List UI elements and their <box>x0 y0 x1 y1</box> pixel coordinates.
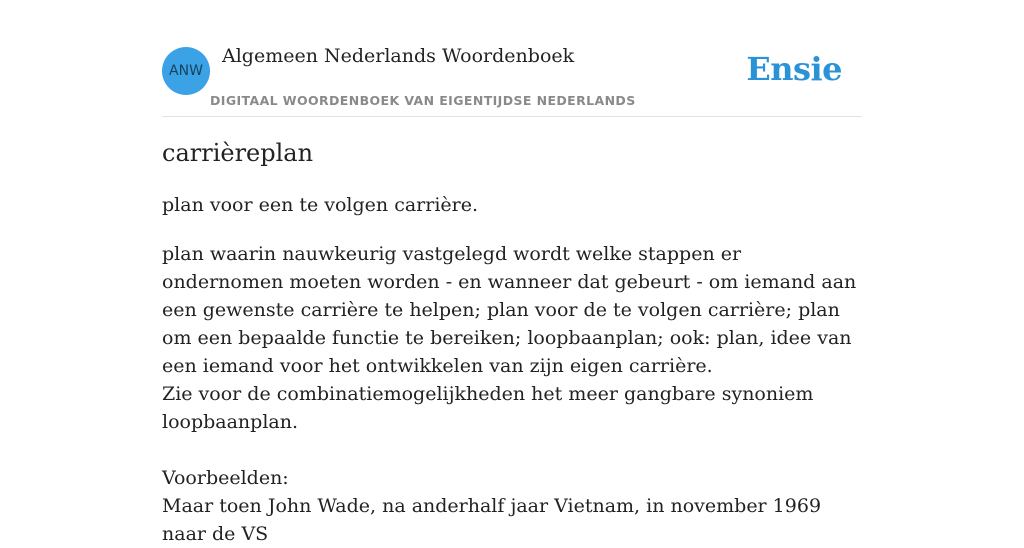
page <box>162 0 862 545</box>
spacer <box>162 436 862 464</box>
entry-note: Zie voor de combinatiemogelijkheden het meer gangbare synoniem loopbaanplan. <box>162 383 814 433</box>
entry-body <box>162 240 862 548</box>
site-title[interactable]: Algemeen Nederlands Woordenboek <box>222 45 575 67</box>
example-item: Maar toen John Wade, na anderhalf jaar Vietnam, in november 1969 naar de VS <box>162 495 822 545</box>
site-header <box>162 0 862 117</box>
entry-short-definition: plan voor een te volgen carrière. <box>162 194 479 216</box>
entry-long-definition: plan waarin nauwkeurig vastgelegd wordt welke stappen er ondernomen moeten worden - en wanneer dat gebeurt - om iemand aan een gewenste carrière te helpen; plan voor de te volgen carrière; plan om een bepaalde functie te bereiken; loopbaanplan; ook: plan, idee van een iemand voor het ontwikkelen van zijn eigen carrière. <box>162 243 857 377</box>
anw-logo[interactable]: ANW <box>162 47 210 95</box>
ensie-brand-logo[interactable]: Ensie <box>746 50 842 88</box>
entry-headword: carrièreplan <box>162 139 314 167</box>
examples-label: Voorbeelden: <box>162 467 289 489</box>
site-tagline: DIGITAAL WOORDENBOEK VAN EIGENTIJDSE NEDERLANDS <box>210 93 636 108</box>
